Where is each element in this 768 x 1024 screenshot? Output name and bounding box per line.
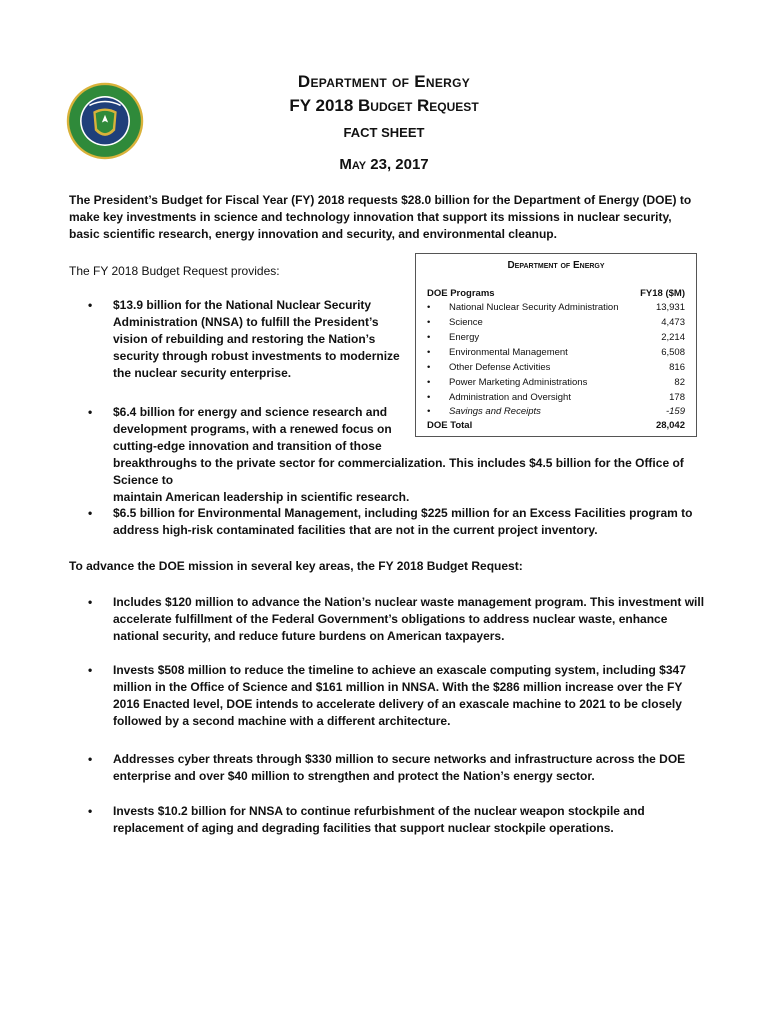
bullet-marker: • (88, 595, 93, 609)
list-item: $6.5 billion for Environmental Management, including $225 million for an Excess Facilities program to address high-risk contaminated facilities that are not in the current project inventory. (113, 506, 693, 537)
list-item: Addresses cyber threats through $330 million to secure networks and infrastructure across the DOE enterprise and over $40 million to strengthen and protect the Nation’s energy sector. (113, 752, 686, 783)
doe-seal-icon (66, 82, 144, 160)
col-amount-header: FY18 ($M) (640, 288, 685, 299)
table-row: • Environmental Management 6,508 (427, 347, 685, 358)
table-row: • Energy 2,214 (427, 332, 685, 343)
table-title: Department of Energy (507, 260, 605, 271)
page-title: Department of Energy (297, 72, 471, 91)
total-value: 28,042 (655, 420, 685, 431)
total-label: DOE Total (427, 420, 473, 431)
col-program-header: DOE Programs (427, 288, 495, 299)
table-row: • Power Marketing Administrations 82 (427, 377, 685, 388)
bullet-marker: • (88, 405, 93, 419)
doc-type: FACT SHEET (343, 125, 425, 140)
advance-heading: To advance the DOE mission in several key areas, the FY 2018 Budget Request: (69, 559, 523, 573)
table-row: • Savings and Receipts -159 (427, 406, 685, 417)
list-item: Includes $120 million to advance the Nation’s nuclear waste management program. This investment will accelerate fulfillment of the Federal Government’s obligations to address nuclear waste, enhance national security, and reduce future burdens on American taxpayers. (113, 595, 705, 643)
bullet-marker: • (88, 752, 93, 766)
table-row: • National Nuclear Security Administration 13,931 (427, 302, 685, 313)
list-item: $6.4 billion for energy and science research and development programs, with a renewed focus on cutting-edge innovation and transition of those (113, 405, 392, 453)
list-item: Invests $10.2 billion for NNSA to continue refurbishment of the nuclear weapon stockpile and replacement of aging and degrading facilities that support nuclear stockpile operations. (113, 804, 645, 835)
list-item: Invests $508 million to reduce the timeline to achieve an exascale computing system, including $347 million in the Office of Science and $161 million in NNSA. With the $286 million increase over the FY 2016 Enacted level, DOE intends to accelerate delivery of an exascale machine to 2021 to be closely followed by a second machine with a different architecture. (113, 663, 686, 728)
page-subtitle: FY 2018 Budget Request (289, 96, 479, 115)
intro-paragraph: The President’s Budget for Fiscal Year (FY) 2018 requests $28.0 billion for the Department of Energy (DOE) to make key investments in science and technology innovation that support its missions in nuclear security, basic scientific research, energy innovation and security, and environmental cleanup. (69, 193, 692, 241)
budget-table (415, 253, 697, 437)
doc-date: May 23, 2017 (339, 156, 429, 173)
bullet-marker: • (88, 298, 93, 312)
list-item: $13.9 billion for the National Nuclear Security Administration (NNSA) to fulfill the President’s vision of rebuilding and restoring the Nation’s security through robust investments to modernize the nuclear security enterprise. (113, 298, 400, 380)
bullet-marker: • (88, 506, 93, 520)
bullet-marker: • (88, 804, 93, 818)
table-total-row (427, 420, 685, 431)
table-row: • Science 4,473 (427, 317, 685, 328)
bullet-marker: • (88, 663, 93, 677)
table-row: • Administration and Oversight 178 (427, 392, 685, 403)
provides-heading: The FY 2018 Budget Request provides: (69, 264, 280, 278)
table-header (427, 288, 685, 299)
table-row: • Other Defense Activities 816 (427, 362, 685, 373)
list-item-continued: breakthroughs to the private sector for commercialization. This includes $4.5 billion for the Office of Science to maintain American leadership in scientific research. (113, 456, 684, 504)
